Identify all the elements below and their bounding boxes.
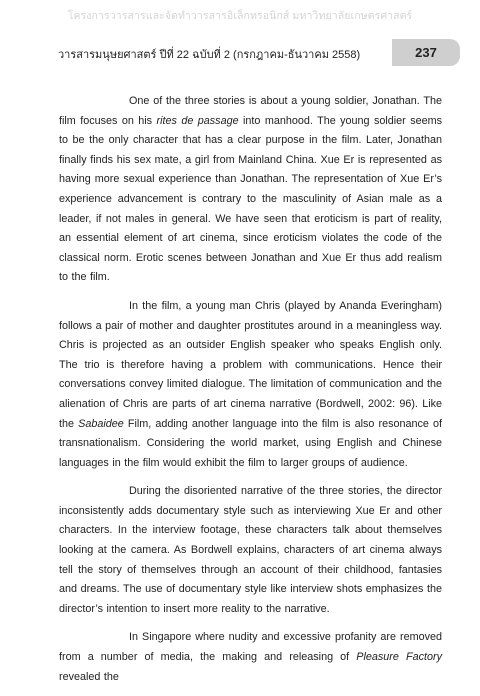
body-text — [59, 92, 442, 696]
text-run: In the film, a young man Chris (played by Ananda Everingham) follows a pair of mother and daughter prostitutes around in a meaningless way. Chris is projected as an outsider English speaker who speaks English only. The trio is therefore having a problem with communications. Hence their conversations convey limited dialogue. The limitation of communication and the alienation of Chris are parts of art cinema narrative (Bordwell, 2002: 96). Like the — [59, 299, 442, 430]
watermark-text: โครงการวารสารและจัดทำวารสารอิเล็กทรอนิกส์ มหาวิทยาลัยเกษตรศาสตร์ — [67, 10, 413, 22]
text-run: During the disoriented narrative of the three stories, the director inconsistently adds documentary style such as interviewing Xue Er and other characters. In the interview footage, these characters talk about themselves looking at the camera. As Bordwell explains, characters of art cinema always tell the story of themselves through an account of their childhood, fantasies and dreams. The use of documentary style like interview shots emphasizes the director’s intention to insert more reality to the narrative. — [59, 485, 442, 615]
paragraph-4 — [59, 628, 442, 687]
page-number-box — [392, 39, 460, 66]
page-number: 237 — [415, 45, 437, 60]
text-run: revealed the — [59, 670, 119, 683]
text-run: One of the three stories is about a young soldier, Jonathan. The film focuses on his — [59, 95, 442, 127]
paragraph-1 — [59, 92, 442, 288]
italic-title: Sabaidee — [78, 417, 124, 430]
paragraph-2 — [59, 297, 442, 473]
text-run: Film, adding another language into the film is also resonance of transnationalism. Considering the world market, using English and Chinese languages in the film would exhibit the film to larger groups of audience. — [59, 417, 443, 469]
italic-title: rites de passage — [156, 114, 239, 127]
text-run: In Singapore where nudity and excessive profanity are removed from a number of media, the making and releasing of — [59, 631, 442, 664]
text-run: into manhood. The young soldier seems to be the only character that has a clear purpose in the film. Later, Jonathan finally finds his sex mate, a girl from Mainland China. Xue Er is represented as having more sexual experience than Jonathan. The representation of Xue Er’s experience advancement is contrary to the masculinity of Asian male as a leader, if not males in general. We have seen that eroticism is part of reality, an essential element of art cinema, since eroticism violates the code of the classical norm. Erotic scenes between Jonathan and Xue Er thus add realism to the film. — [59, 114, 442, 284]
journal-header: วารสารมนุษยศาสตร์ ปีที่ 22 ฉบับที่ 2 (กรกฎาคม-ธันวาคม 2558) — [58, 49, 361, 61]
paragraph-3 — [59, 482, 442, 619]
italic-title: Pleasure Factory — [356, 651, 443, 664]
